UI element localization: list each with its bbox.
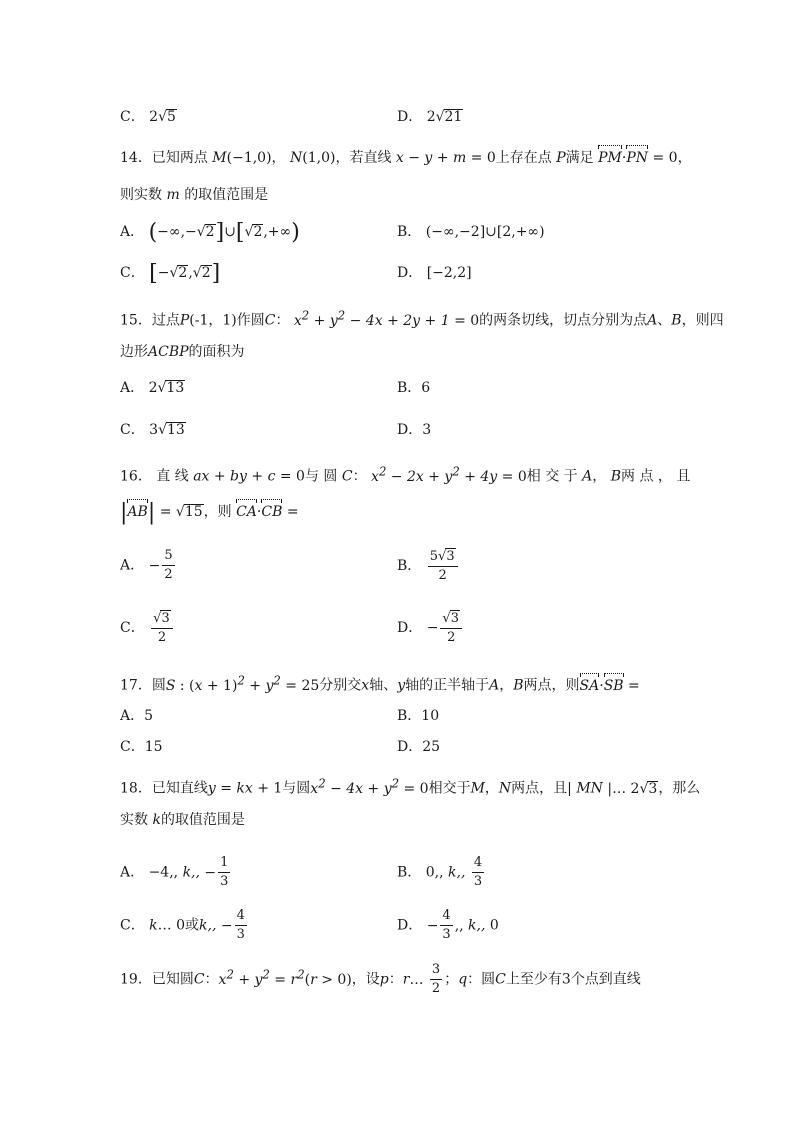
point-b: B: [610, 468, 621, 485]
option-math: −4,, k,, − $\frac{1}{3}$: [148, 855, 229, 889]
option-label: D．: [397, 917, 423, 934]
stem-text: 分别交: [319, 677, 362, 694]
point-m: M: [212, 150, 227, 166]
option-label: D．: [397, 109, 423, 125]
stem-text: 上存在点: [495, 150, 552, 166]
q15-option-b[interactable]: [397, 378, 430, 398]
q16-stem-line2: [120, 502, 299, 523]
stem-text: ，则四: [681, 312, 724, 329]
q17-option-b[interactable]: [397, 706, 439, 726]
axis-x: x: [361, 677, 370, 694]
option-label: D．: [397, 620, 423, 636]
option-text: 或: [185, 917, 200, 934]
q17-stem: [120, 670, 640, 696]
question-number: 19．: [120, 971, 152, 988]
circle-c: C: [264, 312, 276, 329]
stem-text: 的取值范围是: [184, 187, 269, 203]
separator: ，: [484, 780, 499, 797]
option-math: [−√2,√2]: [149, 261, 221, 286]
circle-c: C: [341, 468, 353, 485]
option-label: C．: [120, 265, 145, 281]
stem-text: ，则: [203, 504, 232, 520]
q19-stem: [120, 962, 641, 997]
q18-option-c[interactable]: [120, 908, 249, 943]
option-label: D．: [397, 265, 423, 281]
point-a: A: [582, 468, 593, 485]
option-label: C．: [120, 620, 145, 636]
option-label: D．25: [397, 739, 441, 755]
stem-text: 与圆: [282, 780, 311, 797]
option-math: $\frac{5√3}{2}$: [426, 558, 460, 574]
question-number: 16．: [120, 468, 152, 485]
quad-acbp: ACBP: [148, 344, 189, 360]
circle-equation: S : $(x + 1)^2 + y^2 = 25$: [165, 673, 320, 694]
point-m: M: [470, 780, 485, 797]
stem-text: 的两条切线，切点分别为点: [479, 312, 648, 329]
stem-text: 直 线: [156, 468, 189, 485]
option-math: − $\frac{4}{3}$ ,, k,, 0: [426, 908, 499, 942]
stem-text: 已知圆: [151, 971, 194, 988]
q15-option-c[interactable]: [120, 420, 186, 440]
option-math: 2√13: [148, 380, 185, 396]
question-number: 15．: [120, 312, 152, 329]
question-number: 17．: [120, 677, 152, 694]
stem-text: 个点到直线: [570, 971, 641, 988]
line-equation: x − y + m = 0: [395, 150, 496, 166]
option-label: C．: [120, 422, 145, 438]
option-math: $\frac{√3}{2}$: [149, 620, 175, 636]
q16-option-a[interactable]: [120, 548, 177, 583]
line-equation: y = kx + 1: [207, 780, 283, 797]
ab-magnitude: |AB| = √15: [120, 500, 203, 525]
option-label: C．15: [120, 739, 163, 755]
point-n: N: [290, 150, 303, 166]
stem-text: 边形: [120, 344, 148, 360]
option-label: A．5: [120, 708, 154, 724]
option-label: B．6: [397, 380, 431, 396]
point-b: B: [671, 312, 682, 329]
option-label: A．: [120, 224, 145, 240]
q15-option-a[interactable]: [120, 378, 185, 398]
q14-option-d[interactable]: [397, 263, 472, 283]
stem-text: 作圆: [236, 312, 265, 329]
option-label: B．: [397, 864, 422, 881]
option-math: [−2,2]: [426, 265, 472, 281]
q14-option-a[interactable]: [120, 222, 300, 243]
stem-text: ，那么: [658, 780, 701, 797]
stem-text: 两点，则: [523, 677, 580, 694]
dot-product: SA·SB =: [579, 677, 640, 694]
option-label: A．: [120, 380, 145, 396]
stem-text: 过点: [151, 312, 180, 329]
option-label: A．: [120, 557, 145, 574]
stem-text: 已知直线: [151, 780, 208, 797]
q16-option-c[interactable]: [120, 610, 175, 646]
circle-c: C: [193, 971, 205, 988]
q17-option-d[interactable]: [397, 737, 440, 757]
circle-c: C: [495, 971, 506, 988]
stem-text: ，: [271, 150, 286, 166]
option-math: k… 0: [149, 917, 186, 934]
stem-text: 两点，且: [511, 780, 568, 797]
var-k: k: [148, 812, 161, 828]
stem-text: ，设: [351, 971, 380, 988]
option-math: 0,, k,, $\frac{4}{3}$: [425, 855, 483, 889]
option-math: 2√5: [149, 109, 176, 125]
colon: ：: [275, 312, 290, 329]
stem-text: ：圆: [467, 971, 496, 988]
option-label: A．: [120, 864, 145, 881]
stem-text: ；: [444, 971, 459, 988]
stem-text: 两 点 ， 且: [621, 468, 691, 485]
option-math: 3√13: [149, 422, 185, 438]
q18-option-b[interactable]: [397, 855, 486, 890]
stem-text: ，若直线: [335, 150, 392, 166]
prop-p: p: [379, 971, 389, 988]
stem-text: 实数: [120, 812, 148, 828]
question-number: 14．: [120, 150, 152, 166]
line-equation: ax + by + c = 0: [193, 468, 305, 485]
coord: (-1，1): [189, 312, 237, 329]
stem-text: ：: [388, 971, 403, 988]
stem-text: 与 圆: [304, 468, 338, 485]
dot-product: CA·CB =: [236, 504, 299, 520]
point-n: N: [498, 780, 512, 797]
option-math: − $\frac{√3}{2}$: [427, 620, 464, 636]
q13-option-c[interactable]: [120, 107, 177, 127]
circle-equation: $x^2 + y^2 - 4x + 2y + 1 = 0$: [293, 308, 480, 329]
q15-stem-line1: [120, 305, 724, 331]
stem-text: 则实数: [120, 187, 162, 203]
separator: ，: [499, 677, 514, 694]
stem-text: 满足: [565, 150, 594, 166]
p-condition: r… $\frac{3}{2}$: [402, 962, 441, 996]
stem-text: 轴: [369, 677, 384, 694]
q14-option-b[interactable]: [397, 222, 545, 242]
stem-text: 圆: [151, 677, 166, 694]
q18-stem-line1: [120, 773, 700, 799]
point-a: A: [489, 677, 500, 694]
option-label: C．: [120, 109, 145, 125]
q17-option-c[interactable]: [120, 737, 163, 757]
q16-option-d[interactable]: [397, 610, 464, 646]
stem-text: 上至少有: [505, 971, 562, 988]
stem-text: 轴的正半轴于: [405, 677, 490, 694]
circle-equation: $x^2 + y^2 = r^2(r > 0)$: [218, 966, 352, 988]
stem-text: ：: [352, 468, 367, 485]
q15-option-d[interactable]: [397, 420, 431, 440]
option-math: (−∞,−√2]∪[√2,+∞): [148, 220, 300, 245]
stem-text: ，: [592, 468, 607, 485]
option-label: D．3: [397, 422, 432, 438]
option-label: B．: [397, 224, 422, 240]
q15-stem-line2: [120, 342, 245, 362]
separator: 、: [657, 312, 672, 329]
prop-q: q: [458, 971, 468, 988]
dot-product: PM·PN = 0: [598, 150, 678, 166]
stem-number: 3: [561, 971, 571, 988]
q18-option-d[interactable]: [397, 908, 499, 943]
coord: (−1,0): [226, 150, 272, 166]
q13-option-d[interactable]: [397, 107, 463, 127]
stem-text: 已知两点: [151, 150, 208, 166]
stem-text: 的取值范围是: [160, 812, 245, 828]
stem-text: ：: [204, 971, 219, 988]
separator: 、: [383, 677, 398, 694]
q14-option-c[interactable]: [120, 263, 220, 284]
stem-text: 相 交 于: [526, 468, 578, 485]
option-math: 2√21: [426, 109, 463, 125]
option-math: k,, − $\frac{4}{3}$: [199, 908, 245, 942]
stem-text: 相交于: [428, 780, 471, 797]
option-label: B．: [397, 558, 422, 574]
question-number: 18．: [120, 780, 152, 797]
point-a: A: [647, 312, 658, 329]
mn-condition: | MN |… 2√3: [567, 780, 658, 797]
axis-y: y: [397, 677, 406, 694]
option-label: C．: [120, 917, 145, 934]
q14-stem-line1: [120, 148, 692, 168]
point-p: P: [179, 312, 190, 329]
circle-equation: $x^2 - 2x + y^2 + 4y = 0$: [371, 464, 527, 485]
q18-option-a[interactable]: [120, 855, 232, 890]
point-b: B: [513, 677, 524, 694]
q16-option-b[interactable]: [397, 548, 460, 584]
point-p: P: [556, 150, 566, 166]
option-math: (−∞,−2]∪[2,+∞): [425, 224, 545, 240]
coord: (1,0): [302, 150, 336, 166]
q18-stem-line2: [120, 810, 245, 830]
q14-stem-line2: [120, 185, 268, 205]
q16-stem-line1: [120, 461, 690, 487]
circle-equation: $x^2 - 4x + y^2 = 0$: [310, 776, 429, 797]
stem-text: 的面积为: [188, 344, 245, 360]
option-math: − $\frac{5}{2}$: [148, 548, 173, 582]
option-label: B．10: [397, 708, 440, 724]
q17-option-a[interactable]: [120, 706, 153, 726]
var-m: m: [162, 187, 185, 203]
stem-text: ，: [677, 150, 692, 166]
